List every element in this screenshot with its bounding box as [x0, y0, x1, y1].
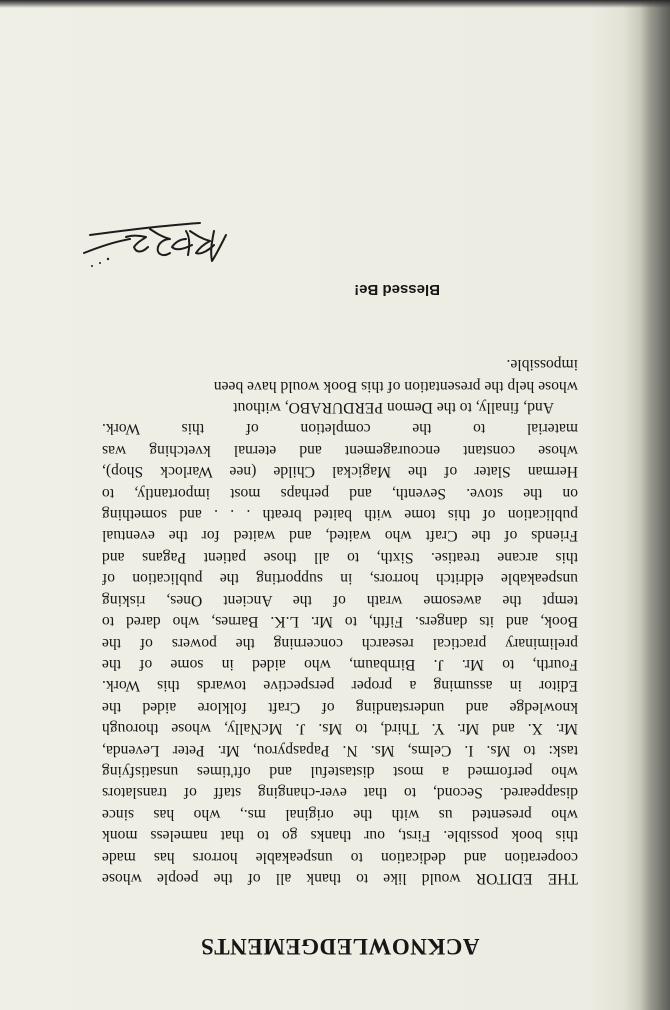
closing-line: Blessed Be!: [354, 281, 440, 298]
handwritten-signature: [80, 215, 230, 275]
paragraph-finally: And, finally, to the Demon PERDURABO, without whose help the presentation of this Book would have been impossible.: [213, 356, 578, 417]
page-title: ACKNOWLEDGEMENTS: [200, 934, 480, 959]
paragraph-thanks: THE EDITOR would like to thank all of the people whose cooperation and dedication to unspeakable horrors has made this book possible. First, our thanks go to that nameless monk who presented us with the original ms., who has since disappeared. Second, to that ever-changing staff of translators who performed a most distasteful and oft'times unsatisfying task: to Ms. I. Celms, Ms. N. Papaspyrou, Mr. Peter Levenda, Mr. X. and Mr. Y. Third, to Ms. J. McNally, whose thorough knowledge and understanding of Craft folklore aided the Editor in assuming a proper perspective towards this Work. Fourth, to Mr. J. Birnbaum, who aided in some of the preliminary practical research concerning the powers of the Book, and its dangers. Fifth, to Mr. L.K. Barnes, who dared to tempt the awesome wrath of the Ancient Ones, risking unspeakable eldritch horrors, in supporting the publication of this arcane treatise. Sixth, to all those patient Pagans and Friends of the Craft who waited, and waited for the eventual publication of this tome with baited breath . . . and something on the stove. Seventh, and perhaps most importantly, to Herman Slater of the Magickal Childe (nee Warlock Shop), whose constant encouragement and eternal kvetching was material to the completion of this Work.: [102, 420, 578, 887]
acknowledgements-body: [102, 354, 578, 889]
